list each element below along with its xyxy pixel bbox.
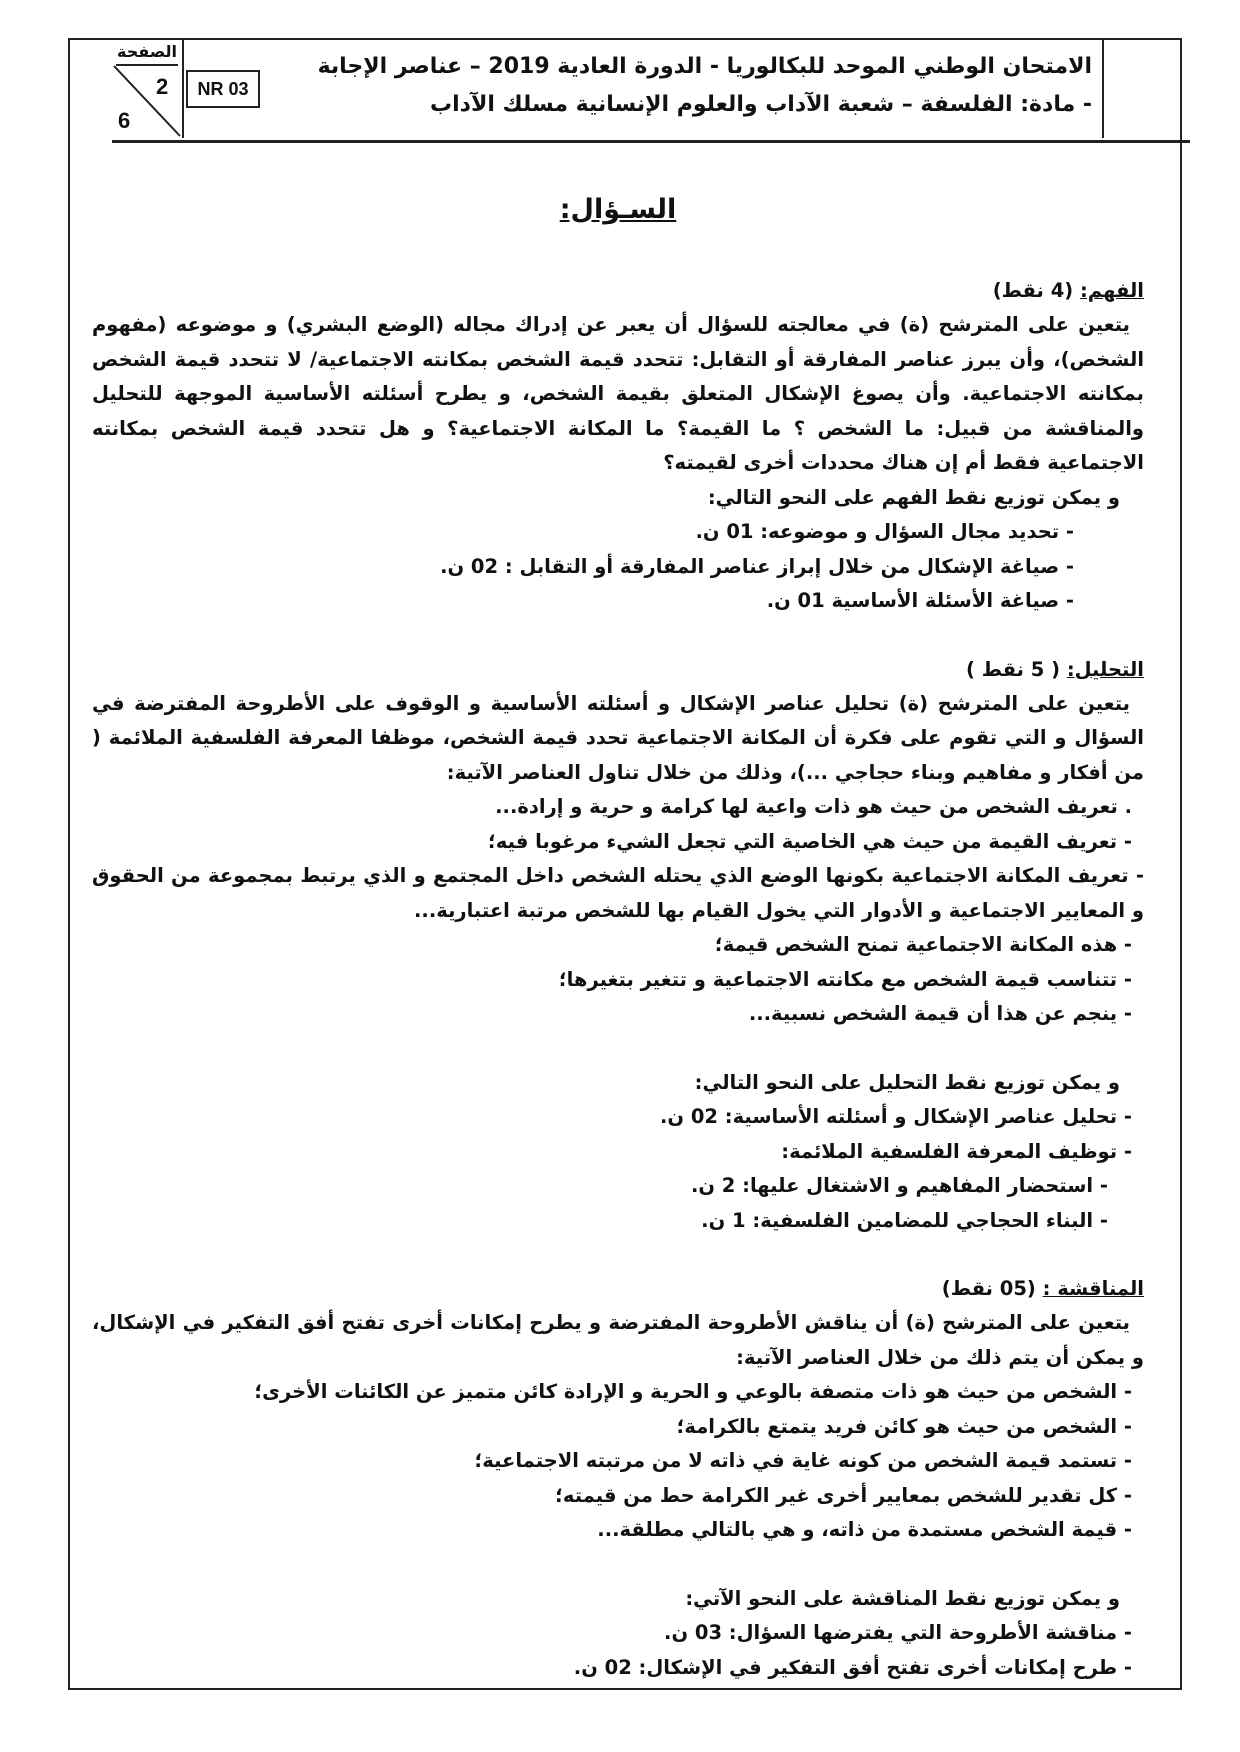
analysis-item: - توظيف المعرفة الفلسفية الملائمة: xyxy=(781,1139,1132,1163)
discussion-title-name: المناقشة : xyxy=(1042,1277,1144,1300)
discussion-distribution-intro: و يمكن توزيع نقط المناقشة على النحو الآتي: xyxy=(685,1586,1120,1610)
analysis-element: - ينجم عن هذا أن قيمة الشخص نسبية... xyxy=(748,1002,1132,1025)
header-line-1: الامتحان الوطني الموحد للبكالوريا - الدورة العادية 2019 – عناصر الإجابة xyxy=(317,54,1092,79)
discussion-element: - الشخص من حيث هو كائن فريد يتمتع بالكرامة؛ xyxy=(676,1414,1132,1438)
comprehension-points: (4 نقط) xyxy=(992,279,1074,302)
analysis-element: . تعريف الشخص من حيث هو ذات واعية لها كرامة و حرية و إرادة... xyxy=(495,795,1132,818)
comprehension-item: - صياغة الإشكال من خلال إبراز عناصر المفارقة أو التقابل : 02 ن. xyxy=(440,554,1074,578)
analysis-points: ( 5 نقط ) xyxy=(966,657,1061,681)
analysis-subitem: - البناء الحجاجي للمضامين الفلسفية: 1 ن. xyxy=(701,1208,1108,1232)
comprehension-item: - صياغة الأسئلة الأساسية 01 ن. xyxy=(766,589,1074,612)
header-blank-box xyxy=(1102,40,1184,138)
comprehension-item: - تحديد مجال السؤال و موضوعه: 01 ن. xyxy=(695,520,1074,543)
discussion-element: - تستمد قيمة الشخص من كونه غاية في ذاته لا من مرتبته الاجتماعية؛ xyxy=(474,1449,1132,1472)
discussion-paragraph: يتعين على المترشح (ة) أن يناقش الأطروحة المفترضة و يطرح إمكانات أخرى تفتح أفق التفكير في الإشكال، و يمكن أن يتم ذلك من خلال العناصر الآتية: xyxy=(92,1311,1144,1369)
discussion-element: - كل تقدير للشخص بمعايير أخرى غير الكرامة حط من قيمته؛ xyxy=(555,1483,1132,1507)
comprehension-title-name: الفهم: xyxy=(1079,279,1144,302)
comprehension-distribution-intro: و يمكن توزيع نقط الفهم على النحو التالي: xyxy=(707,485,1120,509)
analysis-element: - تعريف القيمة من حيث هي الخاصية التي تجعل الشيء مرغوبا فيه؛ xyxy=(488,829,1132,853)
page-number-box xyxy=(112,40,184,138)
header-line-2: - مادة: الفلسفة – شعبة الآداب والعلوم الإنسانية مسلك الآداب xyxy=(430,92,1092,117)
analysis-element: - هذه المكانة الاجتماعية تمنح الشخص قيمة؛ xyxy=(714,933,1132,956)
analysis-subitem: - استحضار المفاهيم و الاشتغال عليها: 2 ن. xyxy=(690,1174,1108,1197)
analysis-paragraph: يتعين على المترشح (ة) تحليل عناصر الإشكال و أسئلته الأساسية و الوقوف على الأطروحة المفترضة في السؤال و التي تقوم على فكرة أن المكانة الاجتماعية تحدد قيمة الشخص، موظفا المعرفة الفلسفية الملائمة ( من أفكار و مفاهيم وبناء حجاجي ...)، وذلك من خلال تناول العناصر الآتية: xyxy=(92,691,1144,784)
exam-header xyxy=(112,40,1190,143)
discussion-title xyxy=(92,1272,1144,1306)
analysis-element: - تعريف المكانة الاجتماعية بكونها الوضع الذي يحتله الشخص داخل المجتمع و الذي يرتبط بمجموعة من الحقوق و المعايير الاجتماعية و الأدوار التي يخول القيام بها للشخص مرتبة اعتبارية... xyxy=(92,864,1144,922)
comprehension-paragraph: يتعين على المترشح (ة) في معالجته للسؤال أن يعبر عن إدراك مجاله (الوضع البشري) و موضوعه (مفهوم الشخص)، وأن يبرز عناصر المفارقة أو التقابل: تتحدد قيمة الشخص بمكانته الاجتماعية/ لا تتحدد قيمة الشخص بمكانته الاجتماعية. وأن يصوغ الإشكال المتعلق بقيمة الشخص، و يطرح أسئلته الأساسية الموجهة للتحليل والمناقشة من قبيل: ما الشخص ؟ ما القيمة؟ ما المكانة الاجتماعية؟ و هل تتحدد قيمة الشخص بمكانته الاجتماعية فقط أم إن هناك محددات أخرى لقيمته؟ xyxy=(92,313,1144,474)
exam-code: NR 03 xyxy=(186,70,260,108)
question-title: السـؤال: xyxy=(559,194,677,225)
analysis-element: - تتناسب قيمة الشخص مع مكانته الاجتماعية و تتغير بتغيرها؛ xyxy=(558,967,1132,991)
analysis-title xyxy=(92,653,1144,687)
page-label: الصفحة xyxy=(116,42,178,66)
analysis-distribution-intro: و يمكن توزيع نقط التحليل على النحو التالي: xyxy=(694,1070,1120,1094)
analysis-item: - تحليل عناصر الإشكال و أسئلته الأساسية: 02 ن. xyxy=(660,1105,1132,1128)
answer-content xyxy=(92,190,1144,1685)
comprehension-title xyxy=(92,274,1144,308)
page-total: 6 xyxy=(118,108,131,133)
discussion-element: - قيمة الشخص مستمدة من ذاته، و هي بالتالي مطلقة... xyxy=(597,1518,1132,1541)
analysis-title-name: التحليل: xyxy=(1066,657,1144,681)
header-titles xyxy=(272,48,1092,124)
discussion-item: - طرح إمكانات أخرى تفتح أفق التفكير في الإشكال: 02 ن. xyxy=(573,1655,1132,1679)
discussion-item: - مناقشة الأطروحة التي يفترضها السؤال: 03 ن. xyxy=(664,1621,1132,1644)
page-number: 2 xyxy=(156,74,169,99)
discussion-points: (05 نقط) xyxy=(941,1277,1036,1300)
discussion-element: - الشخص من حيث هو ذات متصفة بالوعي و الحرية و الإرادة كائن متميز عن الكائنات الأخرى؛ xyxy=(254,1380,1132,1403)
